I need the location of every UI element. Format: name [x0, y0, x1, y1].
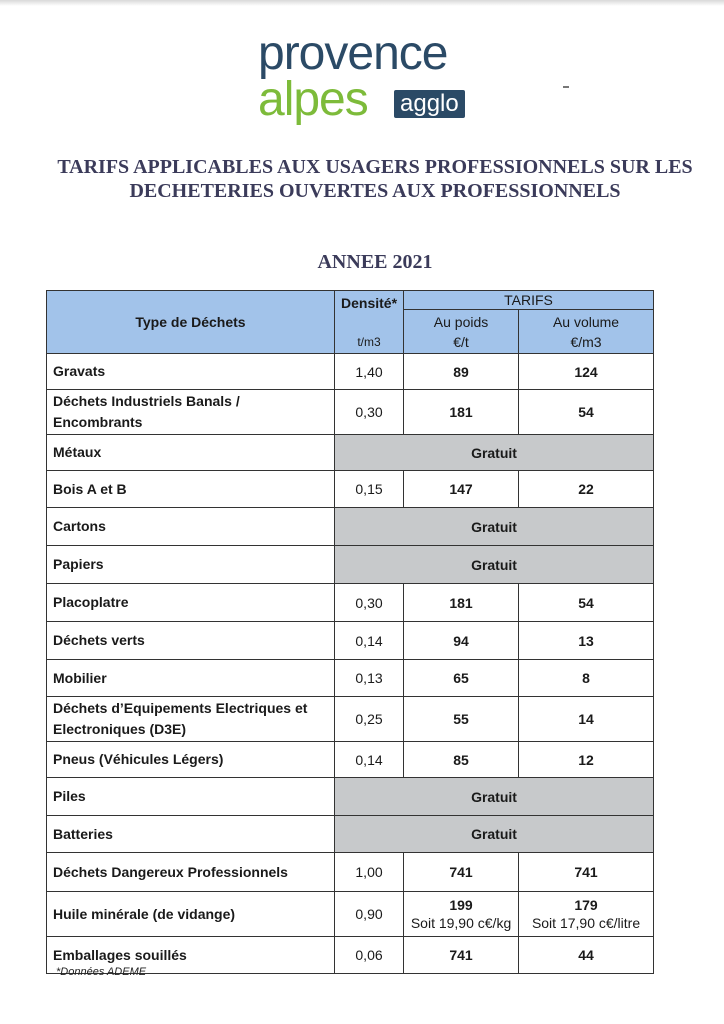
price-per-tonne-value: 741 — [449, 947, 473, 963]
price-per-kg-note: Soit 19,90 c€/kg — [410, 915, 512, 931]
price-per-m3-cell — [519, 471, 654, 508]
price-per-tonne-value: 89 — [453, 363, 469, 380]
price-per-m3-value: 54 — [578, 404, 594, 420]
density-cell: 0,14 — [335, 622, 404, 660]
table-row — [47, 697, 654, 742]
price-per-tonne-cell — [404, 354, 519, 390]
waste-type-cell: Déchets d’Equipements Electriques et Electroniques (D3E) — [47, 697, 335, 742]
price-per-litre-note: Soit 17,90 c€/litre — [531, 915, 641, 931]
price-per-m3-cell — [519, 390, 654, 435]
price-per-tonne-cell — [404, 584, 519, 622]
price-per-m3-value: 22 — [578, 481, 594, 497]
document-title: TARIFS APPLICABLES AUX USAGERS PROFESSIONNELS SUR LES DECHETERIES OUVERTES AUX PROFESSIONNELS — [57, 156, 693, 202]
density-cell: 0,25 — [335, 697, 404, 742]
table-row — [47, 816, 654, 853]
price-per-tonne-cell — [404, 471, 519, 508]
waste-type-cell: Bois A et B — [47, 471, 335, 508]
price-per-tonne-cell — [404, 660, 519, 697]
price-per-tonne-value: 94 — [453, 632, 469, 649]
price-per-m3-cell — [519, 622, 654, 660]
table-row — [47, 892, 654, 937]
price-per-tonne-value: 181 — [449, 594, 473, 611]
header-volume-label: Au volume — [552, 313, 620, 330]
price-per-tonne-value: 741 — [449, 864, 473, 880]
price-per-tonne-cell — [404, 937, 519, 974]
price-per-tonne-cell — [404, 697, 519, 742]
price-per-m3-cell — [519, 697, 654, 742]
free-of-charge-cell: Gratuit — [335, 778, 654, 816]
waste-type-cell: Piles — [47, 778, 335, 816]
price-per-m3-value: 741 — [574, 864, 598, 880]
density-cell: 0,06 — [335, 937, 404, 974]
density-cell: 0,13 — [335, 660, 404, 697]
density-cell: 0,90 — [335, 892, 404, 937]
price-per-m3-cell — [519, 853, 654, 892]
price-per-m3-value: 54 — [578, 594, 594, 611]
price-per-m3-value: 13 — [578, 632, 594, 649]
table-row — [47, 354, 654, 390]
density-cell: 0,30 — [335, 390, 404, 435]
waste-type-cell: Emballages souillés — [47, 937, 335, 974]
price-per-tonne-value: 147 — [449, 481, 473, 497]
table-row — [47, 546, 654, 584]
waste-type-cell: Batteries — [47, 816, 335, 853]
header-volume-unit: €/m3 — [570, 333, 602, 350]
table-row — [47, 660, 654, 697]
free-of-charge-cell: Gratuit — [335, 546, 654, 584]
waste-type-cell: Papiers — [47, 546, 335, 584]
price-per-tonne-cell — [404, 622, 519, 660]
header-tarifs — [404, 291, 654, 310]
table-row — [47, 778, 654, 816]
price-per-tonne-cell — [404, 892, 519, 937]
table-header-row-1 — [47, 291, 654, 310]
header-density — [335, 291, 404, 354]
header-weight-label: Au poids — [433, 313, 489, 330]
free-of-charge-cell: Gratuit — [335, 816, 654, 853]
scan-edge — [0, 0, 724, 6]
price-per-tonne-value: 55 — [453, 711, 469, 727]
free-of-charge-cell: Gratuit — [335, 508, 654, 546]
price-per-m3-cell — [519, 742, 654, 778]
table-row — [47, 435, 654, 471]
waste-type-cell: Mobilier — [47, 660, 335, 697]
logo-line-alpes: alpes — [258, 73, 368, 126]
density-cell: 0,14 — [335, 742, 404, 778]
table-row — [47, 742, 654, 778]
header-volume — [519, 310, 654, 354]
free-of-charge-cell: Gratuit — [335, 435, 654, 471]
price-per-m3-cell — [519, 937, 654, 974]
header-type-label: Type de Déchets — [135, 314, 246, 330]
table-row — [47, 508, 654, 546]
waste-type-cell: Gravats — [47, 354, 335, 390]
document-subtitle-year: ANNEE 2021 — [317, 251, 433, 273]
density-cell: 0,15 — [335, 471, 404, 508]
price-per-tonne-value: 65 — [453, 670, 469, 686]
provence-alpes-agglo-logo — [258, 27, 498, 130]
waste-type-cell: Déchets verts — [47, 622, 335, 660]
price-per-m3-value: 124 — [574, 363, 598, 380]
table-row — [47, 390, 654, 435]
price-per-tonne-cell — [404, 390, 519, 435]
header-weight — [404, 310, 519, 354]
table-row — [47, 622, 654, 660]
header-weight-unit: €/t — [453, 333, 469, 350]
price-per-tonne-cell — [404, 742, 519, 778]
price-per-m3-cell — [519, 892, 654, 937]
logo-badge-agglo: agglo — [394, 90, 465, 118]
waste-type-cell: Placoplatre — [47, 584, 335, 622]
density-cell: 1,40 — [335, 354, 404, 390]
price-per-m3-value: 14 — [578, 711, 594, 727]
price-per-tonne-value: 199 — [449, 897, 473, 913]
density-cell: 0,30 — [335, 584, 404, 622]
header-type — [47, 291, 335, 354]
price-per-m3-value: 44 — [578, 947, 594, 963]
logo-line-provence: provence — [258, 27, 448, 80]
density-cell: 1,00 — [335, 853, 404, 892]
price-per-m3-value: 12 — [578, 751, 594, 768]
waste-type-cell: Déchets Industriels Banals / Encombrants — [47, 390, 335, 435]
price-per-tonne-value: 181 — [449, 404, 473, 420]
waste-type-cell: Huile minérale (de vidange) — [47, 892, 335, 937]
price-per-m3-value: 179 — [574, 897, 598, 913]
waste-type-cell: Cartons — [47, 508, 335, 546]
tarifs-table — [46, 290, 654, 974]
header-density-label: Densité* — [341, 295, 398, 311]
table-row — [47, 584, 654, 622]
waste-type-cell: Métaux — [47, 435, 335, 471]
price-per-m3-cell — [519, 660, 654, 697]
waste-type-cell: Pneus (Véhicules Légers) — [47, 742, 335, 778]
price-per-tonne-cell — [404, 853, 519, 892]
price-per-tonne-value: 85 — [453, 751, 469, 768]
waste-type-cell: Déchets Dangereux Professionnels — [47, 853, 335, 892]
table-row — [47, 853, 654, 892]
scan-speck — [563, 86, 569, 88]
price-per-m3-value: 8 — [582, 670, 590, 686]
header-tarifs-label: TARIFS — [504, 292, 553, 309]
price-per-m3-cell — [519, 584, 654, 622]
price-per-m3-cell — [519, 354, 654, 390]
table-row — [47, 471, 654, 508]
footnote: *Données ADEME — [56, 966, 147, 978]
header-density-unit: t/m3 — [357, 335, 381, 349]
